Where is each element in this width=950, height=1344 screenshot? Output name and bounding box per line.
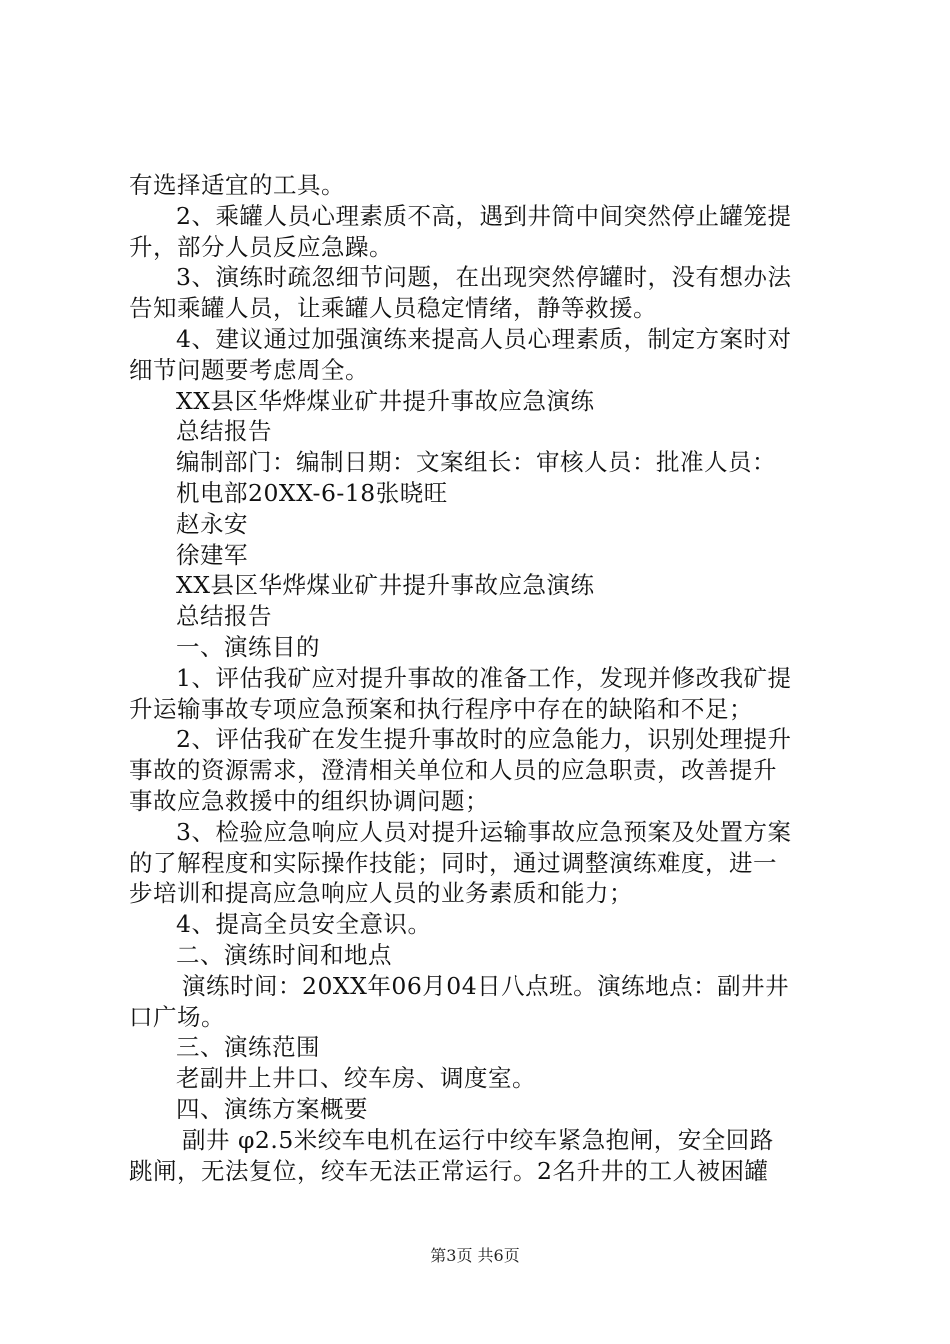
text-line: 的了解程度和实际操作技能；同时，通过调整演练难度，进一: [129, 848, 777, 877]
text-line: 跳闸，无法复位，绞车无法正常运行。2名升井的工人被困罐: [129, 1156, 769, 1185]
text-line: 副井 φ2.5米绞车电机在运行中绞车紧急抱闸，安全回路: [182, 1125, 774, 1154]
text-line: 总结报告: [176, 602, 272, 631]
text-line: 3、检验应急响应人员对提升运输事故应急预案及处置方案: [176, 817, 792, 846]
text-line: 演练时间：20XX年06月04日八点班。演练地点：副井井: [182, 971, 790, 1000]
text-line: 4、提高全员安全意识。: [176, 910, 432, 939]
text-line: 三、演练范围: [176, 1033, 320, 1062]
text-line: 四、演练方案概要: [176, 1094, 368, 1123]
text-line: XX县区华烨煤业矿井提升事故应急演练: [176, 571, 595, 600]
text-line: 二、演练时间和地点: [176, 940, 392, 969]
text-line: 事故应急救援中的组织协调问题；: [129, 786, 489, 815]
text-line: 机电部20XX-6-18张晓旺: [176, 478, 448, 507]
page-footer: 第3页 共6页: [430, 1246, 520, 1265]
text-line: 总结报告: [176, 417, 272, 446]
text-line: 细节问题要考虑周全。: [129, 355, 369, 384]
text-line: 3、演练时疏忽细节问题，在出现突然停罐时，没有想办法: [176, 263, 792, 292]
text-line: 1、评估我矿应对提升事故的准备工作，发现并修改我矿提: [176, 663, 792, 692]
text-line: 2、评估我矿在发生提升事故时的应急能力，识别处理提升: [176, 725, 792, 754]
text-line: 老副井上井口、绞车房、调度室。: [176, 1064, 536, 1093]
text-line: 徐建军: [176, 540, 248, 569]
text-line: 4、建议通过加强演练来提高人员心理素质，制定方案时对: [176, 324, 792, 353]
text-line: 告知乘罐人员，让乘罐人员稳定情绪，静等救援。: [129, 294, 657, 323]
text-line: 升运输事故专项应急预案和执行程序中存在的缺陷和不足；: [129, 694, 753, 723]
text-line: XX县区华烨煤业矿井提升事故应急演练: [176, 386, 595, 415]
text-line: 有选择适宜的工具。: [129, 171, 345, 199]
text-line: 一、演练目的: [176, 632, 320, 661]
document-body: [129, 170, 829, 1186]
text-line: 口广场。: [129, 1002, 225, 1031]
text-line: 升，部分人员反应急躁。: [129, 232, 393, 261]
text-line: 编制部门：编制日期：文案组长：审核人员：批准人员：: [176, 448, 776, 477]
text-line: 事故的资源需求，澄清相关单位和人员的应急职责，改善提升: [129, 756, 777, 785]
text-line: 2、乘罐人员心理素质不高，遇到井筒中间突然停止罐笼提: [176, 201, 792, 230]
text-line: 步培训和提高应急响应人员的业务素质和能力；: [129, 879, 633, 908]
text-line: 赵永安: [176, 509, 248, 538]
